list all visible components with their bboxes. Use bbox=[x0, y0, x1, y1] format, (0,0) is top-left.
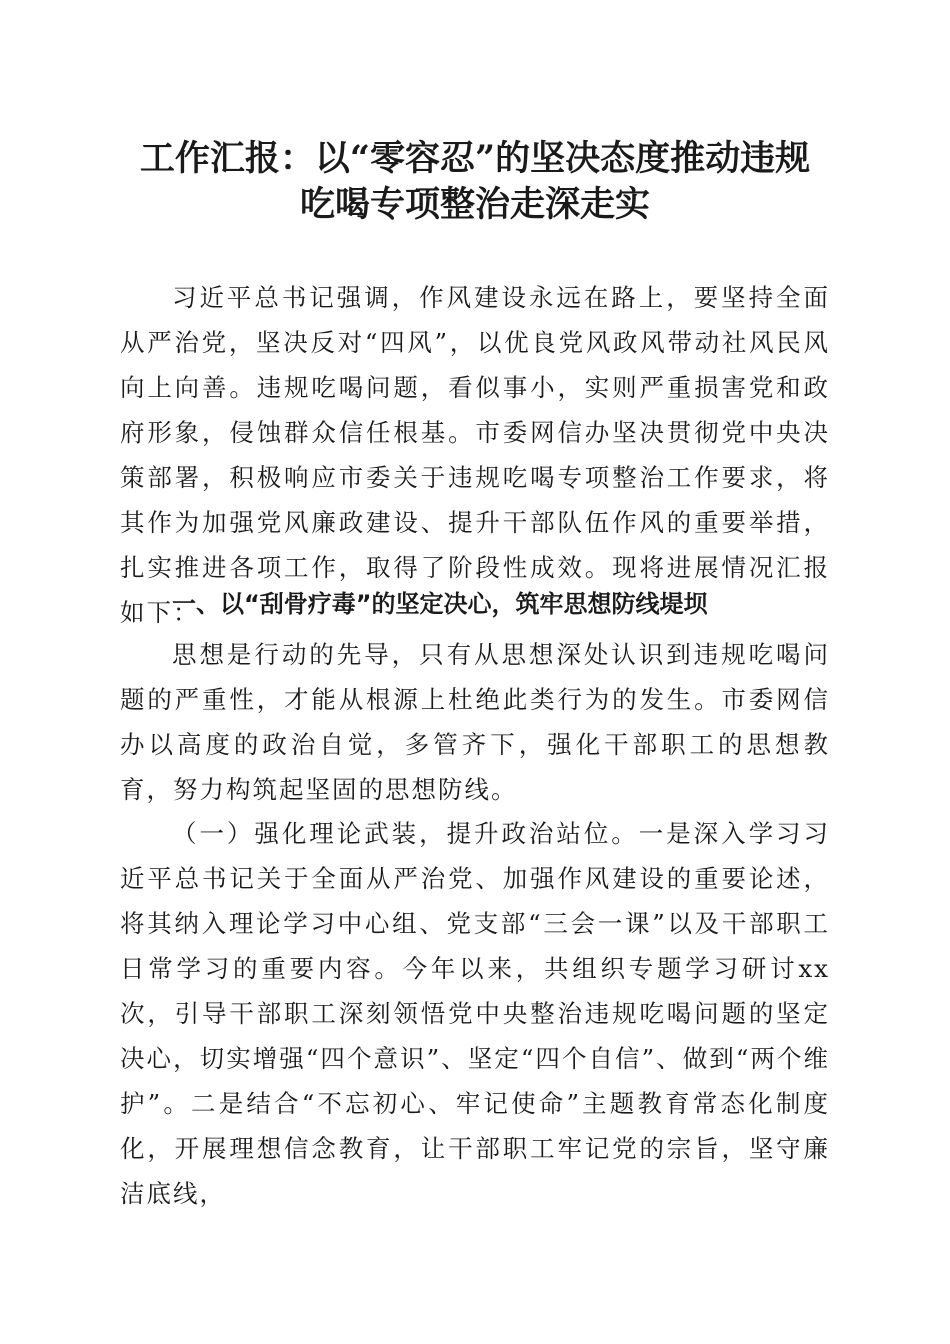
intro-paragraph: 习近平总书记强调，作风建设永远在路上，要坚持全面从严治党，坚决反对“四风”，以优良党风政风带动社风民风向上向善。违规吃喝问题，看似事小，实则严重损害党和政府形象，侵蚀群众信任根基。市委网信办坚决贯彻党中央决策部署，积极响应市委关于违规吃喝专项整治工作要求，将其作为加强党风廉政建设、提升干部队伍作风的重要举措，扎实推进各项工作，取得了阶段性成效。现将进展情况汇报如下： bbox=[120, 283, 830, 627]
document-title-line-1: 工作汇报：以“零容忍”的坚决态度推动违规 bbox=[139, 138, 811, 179]
subsection-1-body: 一是深入学习习近平总书记关于全面从严治党、加强作风建设的重要论述，将其纳入理论学习中心组、党支部“三会一课”以及干部职工日常学习的重要内容。今年以来，共组织专题学习研讨xx次，引导干部职工深刻领悟党中央整治违规吃喝问题的坚定决心，切实增强“四个意识”、坚定“四个自信”、做到“两个维护”。二是结合“不忘初心、牢记使命”主题教育常态化制度化，开展理想信念教育，让干部职工牢记党的宗旨，坚守廉洁底线， bbox=[120, 819, 831, 1208]
section-1-heading: 一、以“刮骨疗毒”的坚定决心，筑牢思想防线堤坝 bbox=[172, 590, 708, 618]
section-1-paragraph: 思想是行动的先导，只有从思想深处认识到违规吃喝问题的严重性，才能从根源上杜绝此类行为的发生。市委网信办以高度的政治自觉，多管齐下，强化干部职工的思想教育，努力构筑起坚固的思想防线。 bbox=[120, 640, 830, 804]
subsection-1-lead: （一）强化理论武装，提升政治站位。 bbox=[172, 819, 639, 848]
document-title-line-2: 吃喝专项整治走深走实 bbox=[299, 184, 650, 225]
subsection-1-paragraph bbox=[120, 811, 830, 1216]
